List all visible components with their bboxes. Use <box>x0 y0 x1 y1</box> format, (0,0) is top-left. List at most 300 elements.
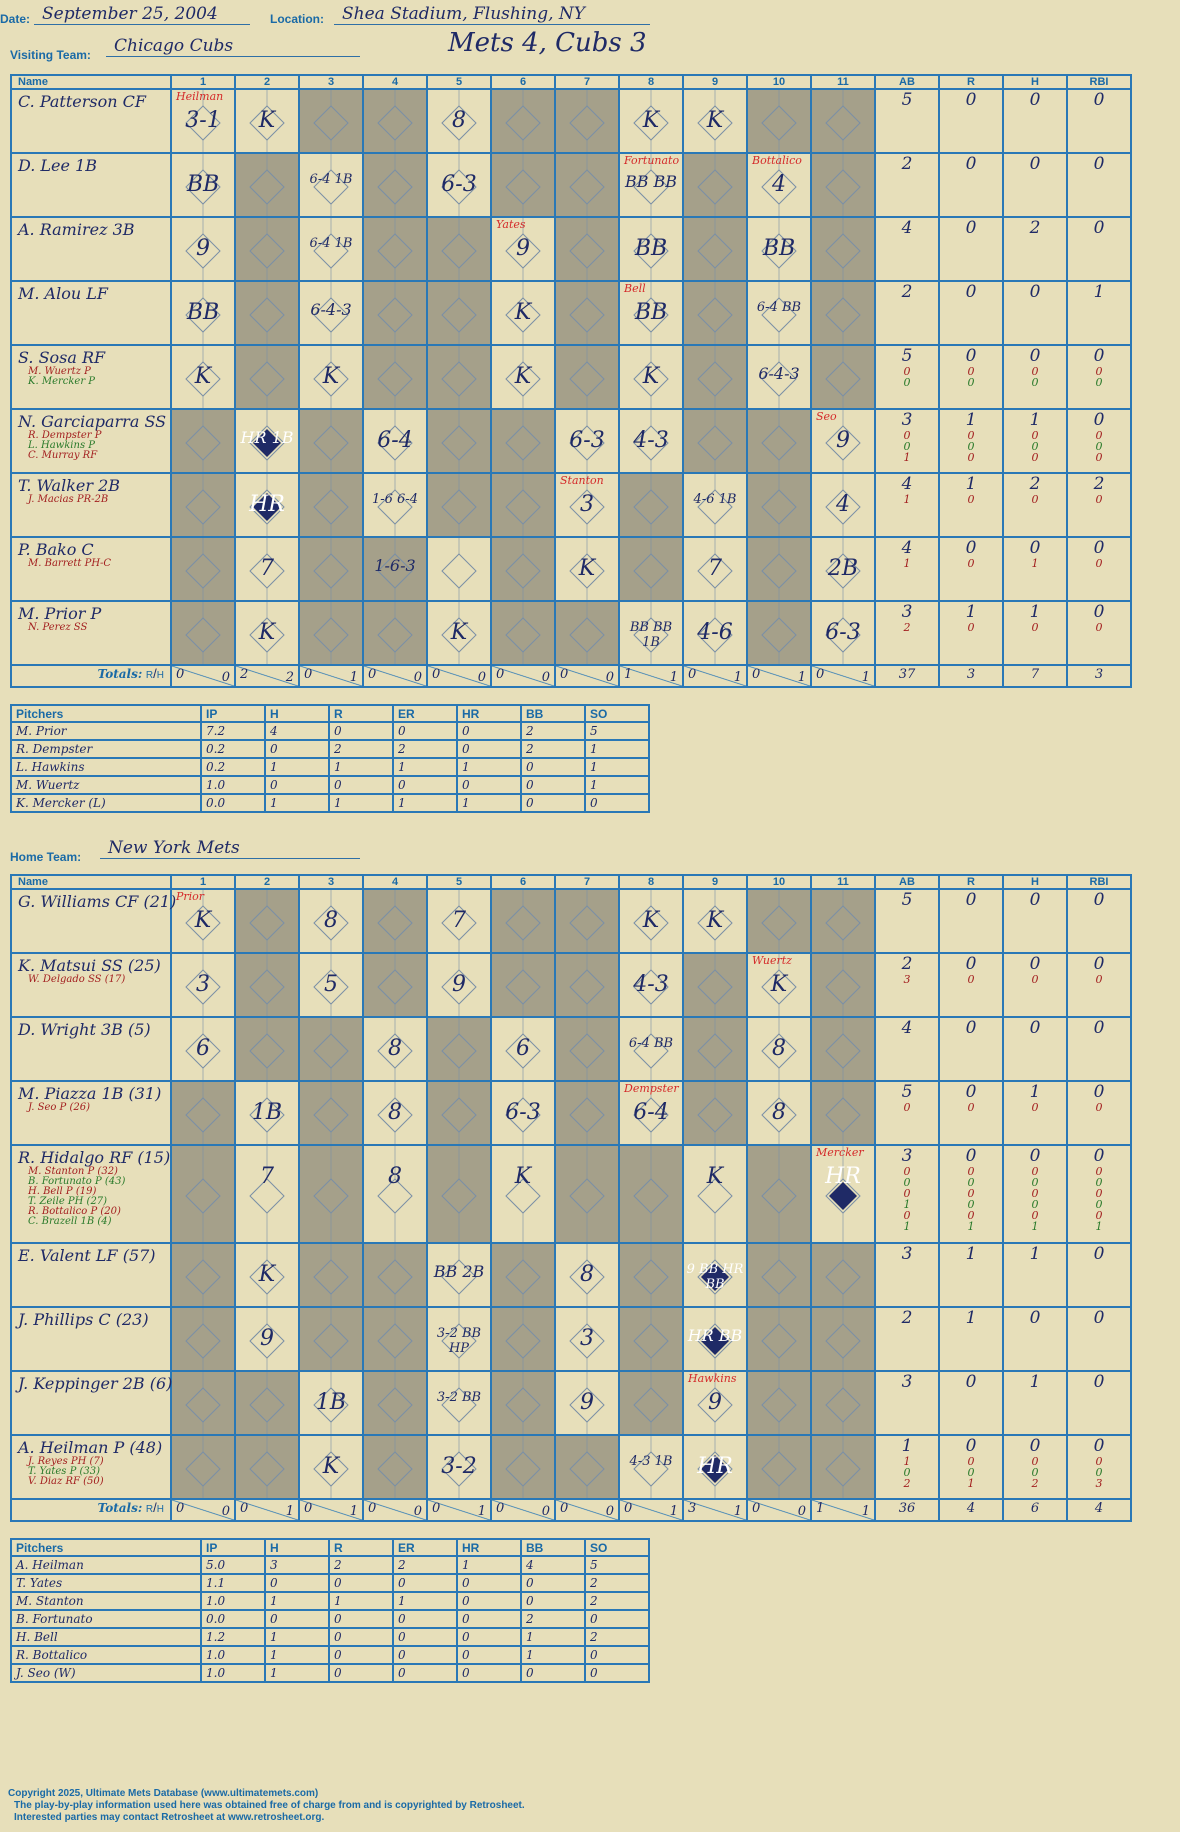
total-stat-value: 4 <box>1094 1501 1104 1516</box>
inning-cell <box>427 1145 491 1243</box>
inning-cell <box>363 217 427 281</box>
inning-cell <box>619 889 683 953</box>
inning-cell <box>363 1371 427 1435</box>
substitute-stat: 0 <box>967 1466 975 1479</box>
play-result: 3 <box>580 1326 594 1351</box>
inning-cell <box>299 1017 363 1081</box>
batter-stat: 0 <box>1029 538 1041 558</box>
pitching-change-note: Stanton <box>560 474 604 487</box>
batter-cell <box>11 89 171 153</box>
inning-cell <box>747 1307 811 1371</box>
inning-cell <box>299 1145 363 1243</box>
inning-cell <box>299 601 363 665</box>
inning-hits: 0 <box>605 1504 614 1519</box>
batter-cell <box>11 889 177 953</box>
substitute-stat: 2 <box>903 621 911 634</box>
batter-stat: 0 <box>1029 954 1041 974</box>
batter-stat: 3 <box>901 1244 913 1264</box>
play-result: K <box>322 1454 340 1479</box>
play-result: 8 <box>772 1036 786 1061</box>
play-result: BB <box>762 236 796 261</box>
stat-cell <box>875 1081 939 1145</box>
pitcher-stat: 0 <box>457 1646 521 1664</box>
substitute-stat: 0 <box>967 1165 975 1178</box>
batter-name: S. Sosa RF <box>18 348 106 367</box>
inning-hits: 1 <box>669 1504 678 1519</box>
inning-cell <box>619 1371 683 1435</box>
play-result: 3 <box>580 492 594 517</box>
substitute-stat: 0 <box>903 1176 911 1189</box>
inning-cell <box>555 473 619 537</box>
pitcher-stat: 5 <box>585 722 649 740</box>
substitute-stat: 0 <box>1095 1198 1103 1211</box>
batter-cell <box>11 1081 171 1145</box>
inning-cell <box>619 409 683 473</box>
substitute-stat: 0 <box>967 1176 975 1189</box>
inning-cell <box>427 1017 491 1081</box>
substitute-stat: 1 <box>903 451 911 464</box>
batter-cell <box>11 1145 171 1243</box>
substitute-stat: 3 <box>903 973 911 986</box>
pitcher-stat: 0 <box>457 740 521 758</box>
substitute-name: R. Bottalico P (20) <box>28 1206 121 1217</box>
play-result: BB 2B <box>433 1262 485 1281</box>
play-result: 9 <box>260 1326 274 1351</box>
play-result: 4-6 1B <box>693 492 737 507</box>
stat-cell <box>1067 1435 1131 1499</box>
inning-cell <box>619 153 683 217</box>
pitching-change-note: Wuertz <box>752 954 792 967</box>
pitcher-header: ER <box>393 705 457 722</box>
inning-cell <box>555 1145 619 1243</box>
pitcher-name: L. Hawkins <box>11 758 201 776</box>
inning-cell <box>427 1243 491 1307</box>
play-result: K <box>770 972 788 997</box>
stat-cell <box>1003 473 1067 537</box>
play-result: K <box>706 908 724 933</box>
batter-stat: 0 <box>1029 1308 1041 1328</box>
substitute-stat: 0 <box>1095 1101 1103 1114</box>
inning-cell <box>619 1145 683 1243</box>
play-result: K <box>642 364 660 389</box>
substitute-stat: 0 <box>967 1198 975 1211</box>
batter-stat: 2 <box>1029 474 1041 494</box>
pitcher-stat: 2 <box>521 1610 585 1628</box>
batter-name: N. Garciaparra SS <box>18 412 167 431</box>
inning-hits: 1 <box>733 670 742 685</box>
inning-cell <box>683 281 747 345</box>
pitcher-stat: 0 <box>457 722 521 740</box>
substitute-stat: 0 <box>967 557 975 570</box>
substitute-stat: 3 <box>1095 1477 1103 1490</box>
pitcher-stat: 2 <box>585 1592 649 1610</box>
inning-cell <box>363 153 427 217</box>
pitcher-name: T. Yates <box>11 1574 201 1592</box>
batter-stat: 1 <box>1029 1372 1041 1392</box>
inning-header: 6 <box>491 875 555 889</box>
substitute-stat: 0 <box>1095 365 1103 378</box>
stat-cell <box>939 953 1003 1017</box>
inning-cell <box>555 153 619 217</box>
inning-total <box>619 1499 683 1521</box>
inning-cell <box>427 1371 491 1435</box>
inning-cell <box>235 537 299 601</box>
substitute-stat: 0 <box>967 621 975 634</box>
play-result: 6-4-3 <box>758 364 800 383</box>
batter-stat: 0 <box>1093 1146 1105 1166</box>
inning-cell <box>811 473 875 537</box>
play-result: 7 <box>452 908 466 933</box>
pitcher-stat: 1 <box>329 758 393 776</box>
pitcher-stat: 0 <box>457 1628 521 1646</box>
play-result: 4 <box>836 492 850 517</box>
inning-cell <box>747 1145 811 1243</box>
play-result: K <box>258 620 276 645</box>
batter-stat: 0 <box>965 282 977 302</box>
pitcher-stat: 2 <box>521 722 585 740</box>
pitcher-header: Pitchers <box>11 1539 201 1556</box>
substitute-name: J. Macias PR-2B <box>28 494 109 505</box>
home-grid <box>10 874 1132 1522</box>
inning-cell <box>363 409 427 473</box>
pitcher-row <box>11 1628 649 1646</box>
batter-row <box>11 217 1131 281</box>
copyright-notice <box>8 1788 525 1824</box>
inning-cell <box>235 1017 299 1081</box>
stat-cell <box>875 345 939 409</box>
substitute-stat: 1 <box>903 557 911 570</box>
stat-cell <box>939 1307 1003 1371</box>
batter-stat: 0 <box>965 1436 977 1456</box>
play-result: 4-3 1B <box>629 1454 673 1469</box>
batter-stat: 0 <box>965 1082 977 1102</box>
pitcher-name: K. Mercker (L) <box>11 794 201 812</box>
inning-cell <box>619 345 683 409</box>
batter-name: P. Bako C <box>18 540 94 559</box>
substitute-name: C. Murray RF <box>28 450 98 461</box>
pitcher-stat: 2 <box>329 1556 393 1574</box>
batter-stat: 5 <box>901 346 913 366</box>
substitute-stat: 1 <box>903 1455 911 1468</box>
inning-runs: 0 <box>368 1501 377 1516</box>
batter-name: G. Williams CF (21) <box>18 892 177 911</box>
play-result: BB BB 1B <box>629 620 673 650</box>
pitcher-stat: 0.2 <box>201 758 265 776</box>
substitute-stat: 0 <box>1031 1101 1039 1114</box>
inning-total <box>427 1499 491 1521</box>
batter-cell <box>11 1371 171 1435</box>
stat-cell <box>875 601 939 665</box>
substitute-stat: 0 <box>1031 1187 1039 1200</box>
substitute-stat: 0 <box>1095 1209 1103 1222</box>
play-result: BB <box>186 172 220 197</box>
totals-h-label: H <box>156 670 164 681</box>
batter-stat: 0 <box>965 154 977 174</box>
inning-cell <box>683 1307 747 1371</box>
pitcher-stat: 2 <box>521 740 585 758</box>
pitcher-row <box>11 1556 649 1574</box>
pitcher-row <box>11 1574 649 1592</box>
inning-cell <box>235 345 299 409</box>
inning-cell <box>171 345 235 409</box>
batter-stat: 4 <box>901 1018 913 1038</box>
inning-cell <box>363 1081 427 1145</box>
play-result: 9 <box>580 1390 594 1415</box>
substitute-name: N. Perez SS <box>28 622 88 633</box>
play-result: 3-1 <box>185 108 221 133</box>
substitute-stat: 0 <box>1031 1165 1039 1178</box>
pitcher-header: SO <box>585 705 649 722</box>
substitute-stat: 1 <box>903 493 911 506</box>
stat-cell <box>875 1307 939 1371</box>
inning-cell <box>811 89 875 153</box>
inning-total <box>811 1499 875 1521</box>
inning-cell <box>171 473 235 537</box>
substitute-name: M. Stanton P (32) <box>28 1166 118 1177</box>
inning-cell <box>811 953 875 1017</box>
home-pitching-lines <box>10 1538 650 1683</box>
inning-runs: 3 <box>688 1501 697 1516</box>
name-header: Name <box>11 875 171 889</box>
batter-stat: 4 <box>901 218 913 238</box>
batter-stat: 3 <box>901 1372 913 1392</box>
inning-total <box>491 665 555 687</box>
inning-cell <box>683 409 747 473</box>
inning-cell <box>427 889 491 953</box>
inning-cell <box>363 1307 427 1371</box>
inning-cell <box>299 953 363 1017</box>
inning-cell <box>299 889 363 953</box>
pitcher-row <box>11 1646 649 1664</box>
inning-hits: 0 <box>541 1504 550 1519</box>
inning-header: 4 <box>363 875 427 889</box>
inning-header: 4 <box>363 75 427 89</box>
substitute-stat: 0 <box>1031 451 1039 464</box>
play-result: K <box>706 1164 724 1189</box>
total-stat-value: 6 <box>1030 1501 1040 1516</box>
inning-total <box>683 665 747 687</box>
inning-cell <box>491 1371 555 1435</box>
copyright-line-2: The play-by-play information used here was obtained free of charge from and is copyrighted by Retrosheet. <box>14 1800 525 1811</box>
batter-stat: 0 <box>1029 90 1041 110</box>
substitute-stat: 0 <box>1031 1176 1039 1189</box>
total-stat-value: 7 <box>1030 667 1040 682</box>
pitcher-stat: 0 <box>329 722 393 740</box>
batter-stat: 0 <box>965 954 977 974</box>
pitcher-stat: 0 <box>521 1574 585 1592</box>
substitute-stat: 0 <box>903 1209 911 1222</box>
pitcher-stat: 5.0 <box>201 1556 265 1574</box>
substitute-stat: 0 <box>903 376 911 389</box>
batter-stat: 0 <box>1029 890 1041 910</box>
inning-cell <box>171 1243 235 1307</box>
batter-row <box>11 473 1131 537</box>
substitute-stat: 1 <box>903 1220 911 1233</box>
play-result: K <box>642 108 660 133</box>
stat-cell <box>1003 1081 1067 1145</box>
substitute-stat: 0 <box>967 440 975 453</box>
pitching-change-note: Seo <box>816 410 837 423</box>
play-result: 9 <box>516 236 530 261</box>
totals-row: Totals: R/H 0 0 0 1 0 1 0 0 0 1 0 0 0 0 0 1 3 1 0 0 1 1 36 4 6 4 <box>11 1499 1131 1521</box>
inning-cell <box>811 153 875 217</box>
batter-cell <box>11 537 171 601</box>
inning-cell <box>747 953 811 1017</box>
inning-hits: 1 <box>477 1504 486 1519</box>
inning-cell <box>555 217 619 281</box>
inning-cell <box>299 537 363 601</box>
inning-runs: 0 <box>752 667 761 682</box>
batter-stat: 0 <box>1093 410 1105 430</box>
inning-cell <box>171 217 235 281</box>
batter-row <box>11 1017 1131 1081</box>
copyright-line-3: Interested parties may contact Retrosheet at www.retrosheet.org. <box>14 1812 325 1823</box>
batter-stat: 5 <box>901 1082 913 1102</box>
substitute-stat: 0 <box>1095 1455 1103 1468</box>
stat-cell <box>1067 409 1131 473</box>
pitcher-header: HR <box>457 705 521 722</box>
pitcher-name: M. Wuertz <box>11 776 201 794</box>
total-stat <box>1003 665 1067 687</box>
inning-hits: 1 <box>861 1504 870 1519</box>
inning-header: 9 <box>683 75 747 89</box>
visitors-pitching-lines <box>10 704 650 813</box>
inning-hits: 0 <box>221 670 230 685</box>
stat-header: R <box>939 75 1003 89</box>
inning-cell <box>171 953 235 1017</box>
inning-cell <box>491 89 555 153</box>
batter-name: D. Lee 1B <box>18 156 98 175</box>
substitute-stat: 0 <box>967 1101 975 1114</box>
substitute-stat: 0 <box>1031 365 1039 378</box>
batter-stat: 0 <box>1029 1436 1041 1456</box>
stat-header: R <box>939 875 1003 889</box>
batter-stat: 0 <box>1093 1436 1105 1456</box>
stat-cell <box>1067 1145 1131 1243</box>
batter-stat: 0 <box>1029 346 1041 366</box>
stat-cell <box>939 281 1003 345</box>
inning-cell <box>235 153 299 217</box>
inning-cell <box>491 1081 555 1145</box>
substitute-name: H. Bell P (19) <box>28 1186 97 1197</box>
inning-cell <box>619 953 683 1017</box>
pitcher-stat: 2 <box>585 1628 649 1646</box>
play-result: 8 <box>772 1100 786 1125</box>
inning-header: 1 <box>171 75 235 89</box>
play-result: 7 <box>260 556 274 581</box>
inning-cell <box>747 1017 811 1081</box>
stat-cell <box>1003 1017 1067 1081</box>
batter-name: M. Prior P <box>18 604 102 623</box>
inning-cell <box>299 1371 363 1435</box>
pitcher-name: R. Bottalico <box>11 1646 201 1664</box>
substitute-stat: 0 <box>967 376 975 389</box>
inning-hits: 0 <box>413 670 422 685</box>
inning-header: 11 <box>811 875 875 889</box>
pitcher-stat: 2 <box>585 1574 649 1592</box>
substitute-stat: 1 <box>967 1477 975 1490</box>
inning-hits: 0 <box>413 1504 422 1519</box>
stat-cell <box>1003 889 1067 953</box>
inning-cell <box>491 1435 555 1499</box>
inning-header: 10 <box>747 875 811 889</box>
inning-hits: 1 <box>733 1504 742 1519</box>
pitching-change-note: Prior <box>176 890 205 903</box>
location-label: Location: <box>270 12 324 26</box>
pitcher-stat: 3 <box>265 1556 329 1574</box>
pitcher-header: ER <box>393 1539 457 1556</box>
inning-cell <box>683 345 747 409</box>
pitcher-stat: 1 <box>393 1592 457 1610</box>
inning-cell <box>683 601 747 665</box>
substitute-stat: 0 <box>903 1187 911 1200</box>
pitcher-header: H <box>265 1539 329 1556</box>
stat-cell <box>1067 537 1131 601</box>
stat-cell <box>1067 89 1131 153</box>
inning-cell <box>427 537 491 601</box>
visiting-team-label: Visiting Team: <box>10 48 91 62</box>
play-result: BB <box>186 300 220 325</box>
substitute-name: B. Fortunato P (43) <box>28 1176 126 1187</box>
pitcher-row <box>11 776 649 794</box>
inning-cell <box>171 1145 235 1243</box>
batter-stat: 0 <box>1093 538 1105 558</box>
pitcher-stat: 1 <box>585 740 649 758</box>
pitcher-stat: 2 <box>393 1556 457 1574</box>
inning-total <box>427 665 491 687</box>
batter-name: C. Patterson CF <box>18 92 146 111</box>
inning-cell <box>555 889 619 953</box>
play-result: K <box>706 108 724 133</box>
total-stat-value: 37 <box>898 667 916 682</box>
inning-cell <box>491 153 555 217</box>
play-result: BB <box>634 236 668 261</box>
play-result: K <box>514 1164 532 1189</box>
play-result: 6-4 1B <box>309 172 353 187</box>
pitcher-stat: 0 <box>393 722 457 740</box>
batter-stat: 0 <box>1093 1082 1105 1102</box>
inning-cell <box>619 1307 683 1371</box>
pitcher-stat: 0 <box>585 1610 649 1628</box>
batter-row <box>11 601 1131 665</box>
inning-cell <box>747 89 811 153</box>
batter-cell <box>11 473 171 537</box>
play-result: 8 <box>324 908 338 933</box>
batter-row <box>11 153 1131 217</box>
inning-cell <box>683 537 747 601</box>
pitcher-stat: 0.0 <box>201 794 265 812</box>
substitute-stat: 0 <box>1031 376 1039 389</box>
substitute-stat: 0 <box>967 365 975 378</box>
substitute-stat: 0 <box>1095 493 1103 506</box>
pitcher-header: R <box>329 705 393 722</box>
inning-cell <box>299 345 363 409</box>
inning-cell <box>619 1435 683 1499</box>
inning-total <box>555 1499 619 1521</box>
inning-cell <box>299 1243 363 1307</box>
pitcher-stat: 0 <box>265 740 329 758</box>
batter-name: D. Wright 3B (5) <box>18 1020 151 1039</box>
pitcher-stat: 1 <box>521 1646 585 1664</box>
play-result: 1-6-3 <box>374 556 416 575</box>
inning-cell <box>235 1243 299 1307</box>
pitcher-header: BB <box>521 705 585 722</box>
inning-runs: 0 <box>624 1501 633 1516</box>
inning-cell <box>811 217 875 281</box>
play-result: 6-3 <box>505 1100 541 1125</box>
batter-name: R. Hidalgo RF (15) <box>18 1148 171 1167</box>
inning-cell <box>811 601 875 665</box>
